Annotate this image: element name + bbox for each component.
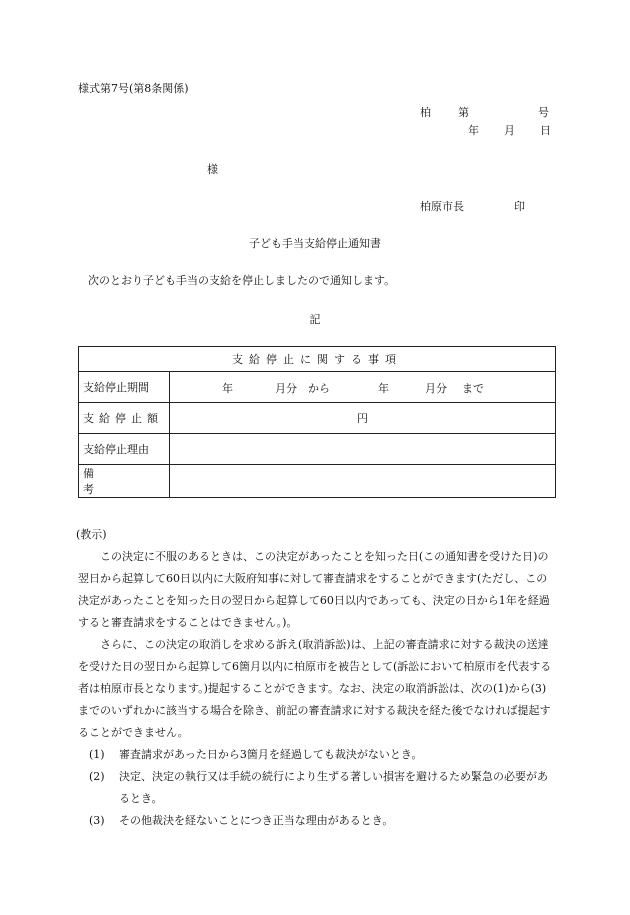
item-number: (3)	[89, 814, 105, 827]
reason-cell	[170, 434, 556, 465]
addressee-suffix: 様	[207, 163, 218, 176]
row-label-remarks: 備考	[79, 465, 170, 498]
table-row	[79, 465, 556, 498]
instructions-para1: この決定に不服のあるときは、この決定があったことを知った日(この通知書を受けた日)の翌日から起算して60日以内に大阪府知事に対して審査請求をすることができます(ただし、この決定があったことを知った日の翌日から起算して60日以内であっても、決定の日から1年を経過すると審査請求をすることはできません。)。	[78, 550, 550, 629]
document-title: 子ども手当支給停止通知書	[249, 237, 381, 250]
item-number: (1)	[89, 748, 105, 761]
table-row	[79, 403, 556, 434]
item-number: (2)	[89, 770, 105, 783]
intro-text: 次のとおり子ども手当の支給を停止しましたので通知します。	[88, 274, 396, 287]
period-month1: 月分	[275, 382, 297, 395]
table-row	[79, 434, 556, 465]
suspension-table	[78, 346, 556, 498]
date-year: 年	[468, 124, 479, 137]
instructions-heading: (教示)	[76, 528, 107, 541]
ki-mark: 記	[309, 313, 321, 326]
item-text: 審査請求があった日から3箇月を経過しても裁決がないとき。	[119, 748, 423, 761]
period-month2: 月分	[425, 382, 447, 395]
ref-prefix: 柏	[420, 106, 431, 119]
form-number: 様式第7号(第8条関係)	[78, 82, 189, 95]
item-text: 決定、決定の執行又は手続の続行により生ずる著しい損害を避けるため緊急の必要があるとき。	[119, 770, 548, 805]
date-month: 月	[504, 124, 515, 137]
list-item	[78, 744, 556, 766]
row-label-reason: 支給停止理由	[79, 434, 170, 465]
item-text: その他裁決を経ないことにつき正当な理由があるとき。	[119, 814, 394, 827]
period-until: まで	[462, 382, 484, 395]
instructions	[78, 524, 556, 832]
remarks-cell	[170, 465, 556, 498]
date-day: 日	[540, 124, 551, 137]
ref-dai: 第	[458, 106, 469, 119]
period-year1: 年	[222, 382, 233, 395]
table-row	[79, 372, 556, 403]
amount-cell: 円	[170, 403, 556, 434]
issuer: 柏原市長	[420, 200, 464, 213]
ref-go: 号	[538, 106, 549, 119]
list-item	[78, 810, 556, 832]
period-from: から	[308, 382, 330, 395]
list-item	[78, 766, 556, 810]
table-header: 支給停止に関する事項	[79, 347, 556, 372]
period-year2: 年	[378, 382, 389, 395]
instructions-para2: さらに、この決定の取消しを求める訴え(取消訴訟)は、上記の審査請求に対する裁決の送達を受けた日の翌日から起算して6箇月以内に柏原市を被告として(訴訟において柏原市を代表する者は柏原市長となります。)提起することができます。なお、決定の取消訴訟は、次の(1)から(3)までのいずれかに該当する場合を除き、前記の審査請求に対する裁決を経た後でなければ提起することができません。	[78, 638, 552, 739]
row-label-amount: 支給停止額	[79, 403, 170, 434]
row-label-period: 支給停止期間	[79, 372, 170, 403]
period-cell	[170, 372, 556, 403]
seal: 印	[514, 200, 525, 213]
